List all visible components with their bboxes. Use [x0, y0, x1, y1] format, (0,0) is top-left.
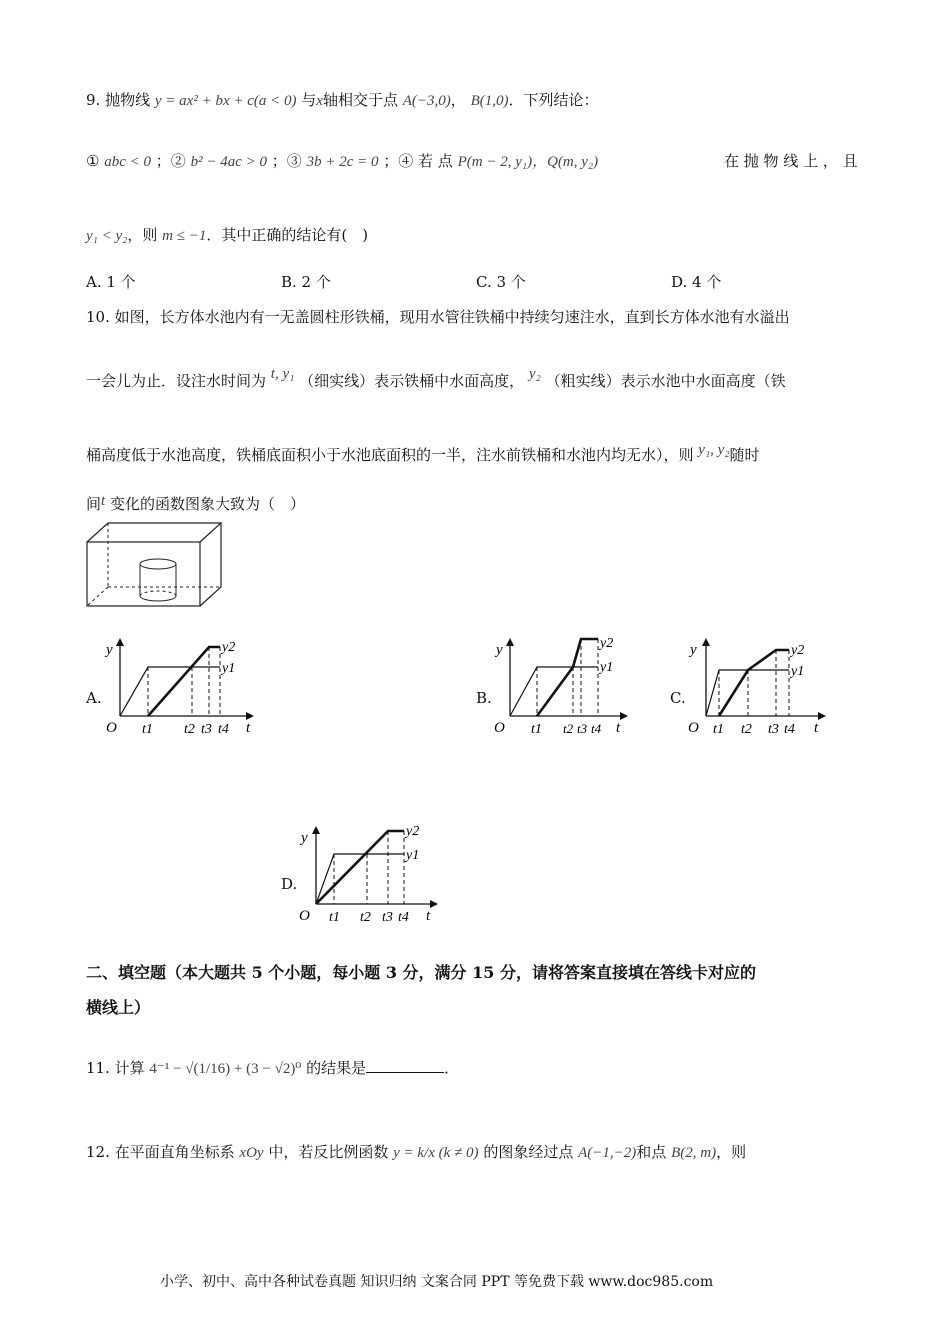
q9-option-d: D. 4 个 — [671, 273, 722, 291]
graph-d-t-axis-label: t — [426, 908, 431, 924]
graph-d-y1-line — [316, 854, 404, 904]
graph-b-t3: t3 — [577, 721, 588, 736]
q9-point-b: B(1,0) — [470, 93, 509, 109]
graph-a-y1-label: y1 — [222, 661, 236, 676]
graph-c-y-axis-label: y — [690, 642, 697, 658]
q10-line3: 桶高度低于水池高度，铁桶底面积小于水池底面积的一半，注水前铁桶和水池内均无水），则 y₁, y₂随时 — [86, 442, 760, 464]
graph-b-y2-line — [537, 639, 598, 716]
graph-c-t1: t1 — [713, 722, 724, 737]
graph-d-y2-label: y2 — [406, 824, 420, 839]
pool-right-face — [200, 523, 221, 606]
graph-c — [686, 636, 846, 738]
graph-b-y2-label: y2 — [600, 636, 614, 651]
graph-a-origin-label: O — [106, 720, 117, 736]
graph-c-t3: t3 — [768, 722, 779, 737]
graph-c-t-axis-label: t — [814, 720, 819, 736]
q10-line2: 一会儿为止．设注水时间为 t, y₁ （细实线）表示铁桶中水面高度， y₂ （粗实线）表示水池中水面高度（铁 — [86, 366, 786, 390]
graph-c-t2: t2 — [741, 722, 752, 737]
q9-conclusions: ① abc < 0 ；② b² − 4ac > 0 ；③ 3b + 2c = 0 ；④ 若 点 P(m − 2, y₁)，Q(m, y₂) — [86, 152, 599, 170]
graph-c-y2-line — [719, 650, 789, 716]
graph-b-y1-label: y1 — [600, 660, 614, 675]
graph-b-t4: t4 — [591, 721, 602, 736]
graph-a-t-axis-label: t — [246, 720, 251, 736]
graph-a-t1: t1 — [142, 722, 153, 737]
q10-line1: 10. 如图，长方体水池内有一无盖圆柱形铁桶，现用水管往铁桶中持续匀速注水，直到长方体水池有水溢出 — [86, 308, 790, 326]
q10-line4: 间t 变化的函数图象大致为（ ） — [86, 493, 305, 513]
graph-b-t1: t1 — [531, 722, 542, 737]
graph-d-t4: t4 — [398, 910, 409, 925]
q12: 12. 在平面直角坐标系 xOy 中，若反比例函数 y = k/x (k ≠ 0) 的图象经过点 A(−1,−2)和点 B(2, m)，则 — [86, 1143, 747, 1161]
bucket-cylinder — [140, 559, 176, 601]
graph-d-t2: t2 — [360, 910, 371, 925]
q12-function: y = k/x (k ≠ 0) — [393, 1145, 479, 1161]
graph-b-origin-label: O — [494, 720, 505, 736]
graph-b-y-axis-label: y — [496, 642, 503, 658]
graph-a-t2: t2 — [184, 722, 195, 737]
graph-c-t4: t4 — [784, 722, 795, 737]
q9-option-c: C. 3 个 — [476, 273, 526, 291]
graph-c-y2-label: y2 — [791, 643, 805, 658]
graph-c-origin-label: O — [688, 720, 699, 736]
q10-option-c-label: C. — [670, 689, 686, 707]
graph-d-origin-label: O — [299, 908, 310, 924]
graph-d-y-axis-label: y — [301, 830, 308, 846]
graph-b-t-axis-label: t — [616, 720, 621, 736]
graph-a — [100, 636, 260, 738]
graph-b-t2: t2 — [563, 721, 574, 736]
q9-parabola-formula: y = ax² + bx + c(a < 0) — [154, 93, 297, 109]
q9-option-b: B. 2 个 — [281, 273, 331, 291]
q9-conclusions-tail: 在 抛 物 线 上 ， 且 — [724, 152, 858, 170]
q10-option-d-label: D. — [281, 875, 298, 893]
graph-d-t1: t1 — [329, 910, 340, 925]
graph-d-y1-label: y1 — [406, 848, 420, 863]
graph-d-t3: t3 — [382, 910, 393, 925]
pool-front-face — [87, 542, 200, 606]
pool-top-face — [87, 523, 221, 542]
q9-line3: y₁ < y₂，则 m ≤ −1．其中正确的结论有( ) — [86, 226, 369, 244]
graph-a-t3: t3 — [201, 722, 212, 737]
graph-a-y-axis-label: y — [106, 642, 113, 658]
q9-option-a: A. 1 个 — [86, 273, 136, 291]
graph-a-t4: t4 — [218, 722, 229, 737]
q10-option-a-label: A. — [86, 689, 102, 707]
q9-line1: 9. 抛物线 y = ax² + bx + c(a < 0) 与x轴相交于点 A(−3,0)， B(1,0)．下列结论： — [86, 91, 599, 109]
graph-c-y1-label: y1 — [791, 664, 805, 679]
graph-a-y2-label: y2 — [222, 640, 236, 655]
section2-heading-line1: 二、填空题（本大题共 5 个小题，每小题 3 分，满分 15 分，请将答案直接填在答线卡对应的 — [86, 963, 756, 982]
graph-b — [490, 636, 650, 738]
q10-option-b-label: B. — [476, 689, 492, 707]
q11-answer-blank[interactable] — [366, 1058, 444, 1073]
q11-expression: 4⁻¹ − √(1/16) + (3 − √2)⁰ — [149, 1061, 302, 1077]
section2-heading-line2: 横线上） — [86, 998, 151, 1017]
q9-point-a: A(−3,0) — [402, 93, 451, 109]
pool-bucket-figure — [84, 520, 226, 610]
page-footer: 小学、初中、高中各种试卷真题 知识归纳 文案合同 PPT 等免费下载 www.doc985.com — [160, 1274, 714, 1290]
q11: 11. 计算 4⁻¹ − √(1/16) + (3 − √2)⁰ 的结果是 ． — [86, 1059, 460, 1077]
graph-d — [298, 824, 458, 926]
